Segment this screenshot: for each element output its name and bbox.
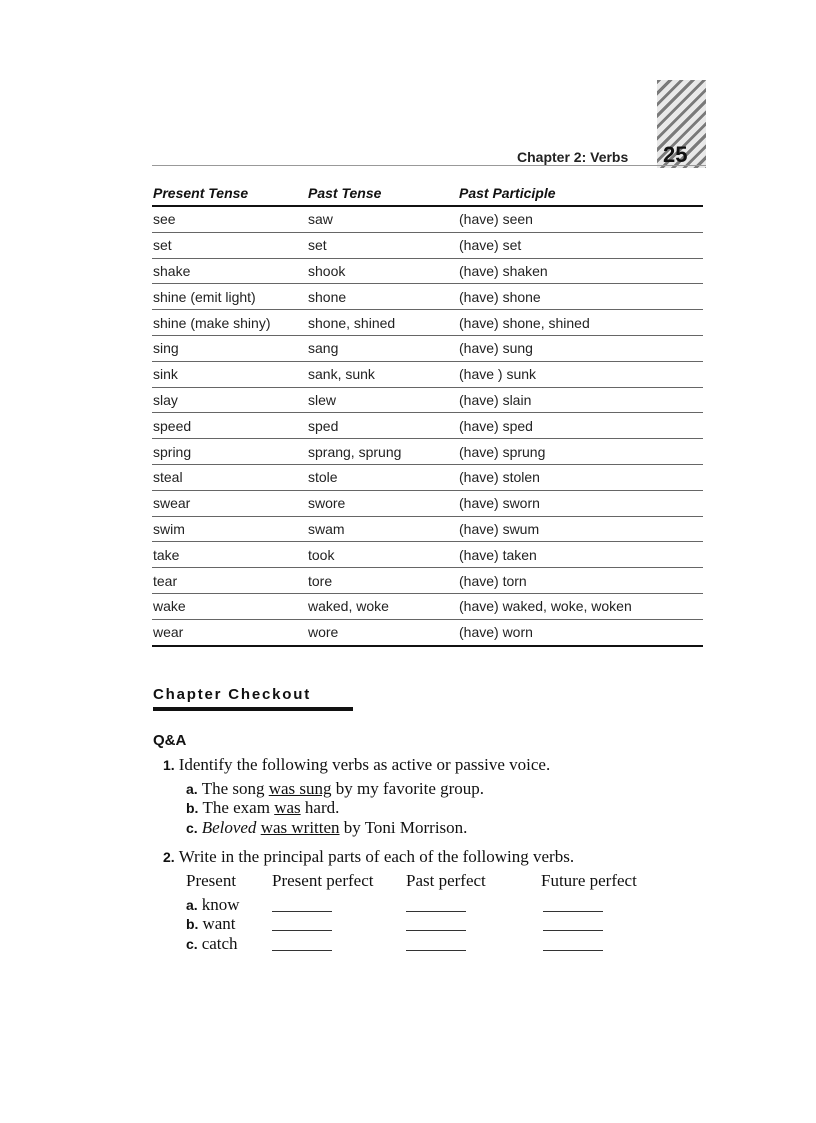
answer-blank[interactable] bbox=[406, 930, 466, 931]
table-row bbox=[152, 361, 703, 387]
sentence-text: by Toni Morrison. bbox=[339, 818, 468, 837]
table-cell: wore bbox=[307, 619, 458, 645]
table-cell: (have) set bbox=[458, 232, 703, 258]
table-cell: (have) stolen bbox=[458, 464, 703, 490]
qa-heading: Q&A bbox=[153, 732, 187, 749]
table-row bbox=[152, 593, 703, 619]
question-2c bbox=[186, 934, 238, 954]
answer-blank[interactable] bbox=[406, 911, 466, 912]
table-row bbox=[152, 232, 703, 258]
answer-blank[interactable] bbox=[406, 950, 466, 951]
question-1a bbox=[186, 779, 484, 799]
column-header: Past Tense bbox=[307, 180, 458, 206]
table-row bbox=[152, 439, 703, 465]
table-cell: speed bbox=[152, 413, 307, 439]
table-cell: shone, shined bbox=[307, 310, 458, 336]
page-number: 25 bbox=[663, 142, 688, 167]
table-cell: (have ) sunk bbox=[458, 361, 703, 387]
question-2 bbox=[163, 847, 574, 867]
table-cell: (have) shaken bbox=[458, 258, 703, 284]
answer-blank[interactable] bbox=[543, 911, 603, 912]
verb-word: catch bbox=[201, 934, 238, 953]
underlined-verb: was bbox=[274, 798, 301, 817]
item-label: a. bbox=[186, 897, 198, 913]
question-text: Write in the principal parts of each of the following verbs. bbox=[178, 847, 575, 866]
answer-blank[interactable] bbox=[543, 930, 603, 931]
table-cell: tore bbox=[307, 568, 458, 594]
item-label: c. bbox=[186, 936, 198, 952]
item-label: b. bbox=[186, 800, 199, 816]
table-row bbox=[152, 542, 703, 568]
table-cell: shake bbox=[152, 258, 307, 284]
table-cell: (have) torn bbox=[458, 568, 703, 594]
answer-blank[interactable] bbox=[272, 911, 332, 912]
table-cell: sped bbox=[307, 413, 458, 439]
table-cell: set bbox=[307, 232, 458, 258]
table-cell: (have) shone bbox=[458, 284, 703, 310]
question-1c bbox=[186, 818, 467, 838]
table-cell: sink bbox=[152, 361, 307, 387]
table-cell: swear bbox=[152, 490, 307, 516]
table-cell: shone bbox=[307, 284, 458, 310]
column-header: Past Participle bbox=[458, 180, 703, 206]
table-cell: (have) waked, woke, woken bbox=[458, 593, 703, 619]
sentence-text: by my favorite group. bbox=[331, 779, 485, 798]
question-1b bbox=[186, 798, 339, 818]
table-cell: saw bbox=[307, 206, 458, 232]
verb-table bbox=[152, 180, 703, 647]
table-cell: shook bbox=[307, 258, 458, 284]
table-cell: set bbox=[152, 232, 307, 258]
table-cell: shine (make shiny) bbox=[152, 310, 307, 336]
table-row bbox=[152, 387, 703, 413]
question-text: Identify the following verbs as active or passive voice. bbox=[178, 755, 551, 774]
item-label: c. bbox=[186, 820, 198, 836]
table-cell: sprang, sprung bbox=[307, 439, 458, 465]
section-heading: Chapter Checkout bbox=[153, 686, 353, 711]
table-cell: (have) taken bbox=[458, 542, 703, 568]
table-row bbox=[152, 258, 703, 284]
column-label: Future perfect bbox=[541, 871, 637, 890]
table-row bbox=[152, 335, 703, 361]
sentence-text: The exam bbox=[202, 798, 275, 817]
question-2b bbox=[186, 914, 236, 934]
table-cell: sank, sunk bbox=[307, 361, 458, 387]
answer-blank[interactable] bbox=[272, 930, 332, 931]
table-row bbox=[152, 516, 703, 542]
table-cell: (have) worn bbox=[458, 619, 703, 645]
table-cell: sing bbox=[152, 335, 307, 361]
table-cell: swore bbox=[307, 490, 458, 516]
question-number: 1. bbox=[163, 757, 175, 773]
table-cell: take bbox=[152, 542, 307, 568]
table-cell: (have) sped bbox=[458, 413, 703, 439]
question-1 bbox=[163, 755, 550, 775]
answer-blank[interactable] bbox=[272, 950, 332, 951]
underlined-verb: was written bbox=[260, 818, 340, 837]
table-cell: took bbox=[307, 542, 458, 568]
table-row bbox=[152, 619, 703, 645]
sentence-text: The song bbox=[201, 779, 269, 798]
table-cell: swim bbox=[152, 516, 307, 542]
table-cell: waked, woke bbox=[307, 593, 458, 619]
question-2a bbox=[186, 895, 239, 915]
sentence-text: hard. bbox=[300, 798, 340, 817]
table-row bbox=[152, 464, 703, 490]
column-label: Present bbox=[186, 871, 237, 890]
table-cell: (have) swum bbox=[458, 516, 703, 542]
table-row bbox=[152, 413, 703, 439]
column-label: Present perfect bbox=[272, 871, 374, 890]
column-label: Past perfect bbox=[406, 871, 486, 890]
table-cell: sang bbox=[307, 335, 458, 361]
answer-blank[interactable] bbox=[543, 950, 603, 951]
table-header-row bbox=[152, 180, 703, 206]
verb-word: want bbox=[202, 914, 236, 933]
question-number: 2. bbox=[163, 849, 175, 865]
table-row bbox=[152, 284, 703, 310]
table-cell: (have) sung bbox=[458, 335, 703, 361]
table-cell: shine (emit light) bbox=[152, 284, 307, 310]
table-cell: slew bbox=[307, 387, 458, 413]
item-label: b. bbox=[186, 916, 199, 932]
table-cell: see bbox=[152, 206, 307, 232]
table-cell: (have) slain bbox=[458, 387, 703, 413]
table-row bbox=[152, 206, 703, 232]
table-row bbox=[152, 490, 703, 516]
header-rule bbox=[152, 165, 706, 166]
item-label: a. bbox=[186, 781, 198, 797]
running-header: Chapter 2: Verbs bbox=[517, 149, 634, 165]
table-cell: (have) sprung bbox=[458, 439, 703, 465]
table-cell: tear bbox=[152, 568, 307, 594]
verb-word: know bbox=[201, 895, 240, 914]
book-title: Beloved bbox=[201, 818, 257, 837]
table-cell: slay bbox=[152, 387, 307, 413]
underlined-verb: was sung bbox=[268, 779, 332, 798]
table-cell: steal bbox=[152, 464, 307, 490]
table-cell: (have) seen bbox=[458, 206, 703, 232]
table-cell: (have) shone, shined bbox=[458, 310, 703, 336]
table-cell: swam bbox=[307, 516, 458, 542]
table-cell: spring bbox=[152, 439, 307, 465]
column-header: Present Tense bbox=[152, 180, 307, 206]
table-row bbox=[152, 568, 703, 594]
table-cell: wake bbox=[152, 593, 307, 619]
table-row bbox=[152, 310, 703, 336]
table-cell: stole bbox=[307, 464, 458, 490]
table-cell: wear bbox=[152, 619, 307, 645]
table-cell: (have) sworn bbox=[458, 490, 703, 516]
